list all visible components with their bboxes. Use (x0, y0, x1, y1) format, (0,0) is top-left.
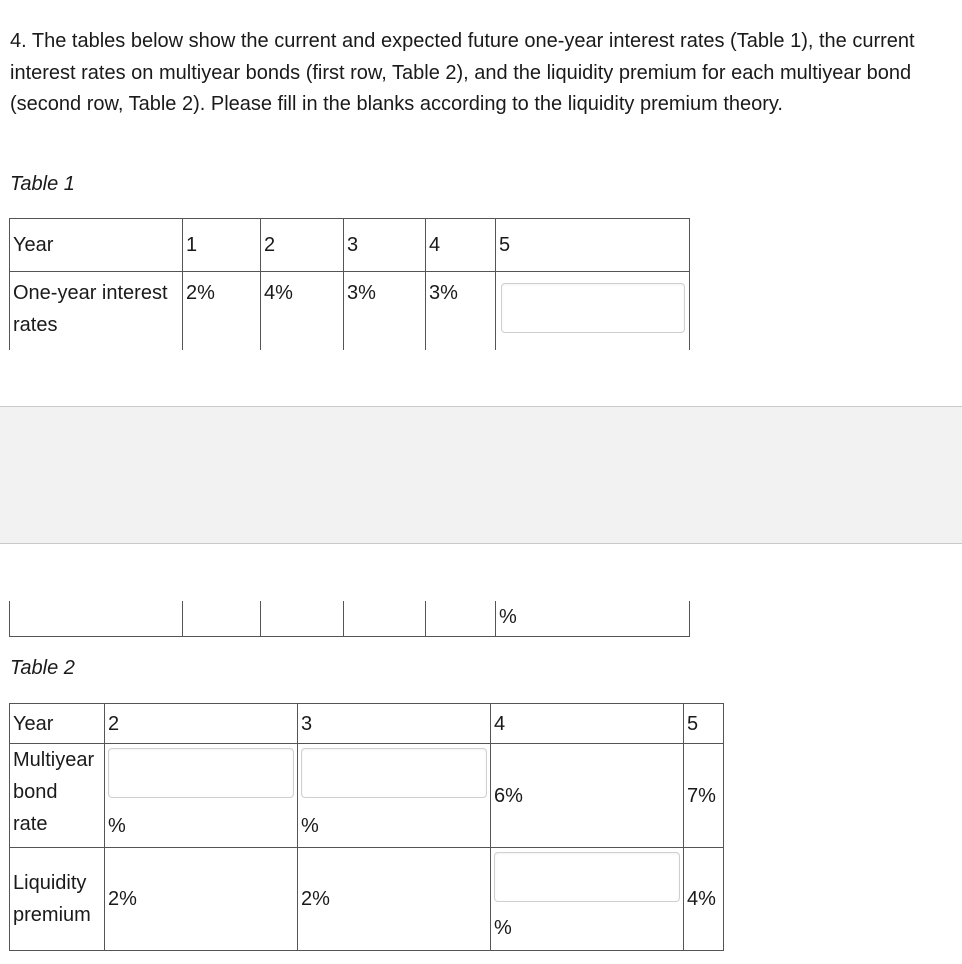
premium-cell-year4 (491, 848, 684, 951)
rate-cell: 3% (426, 272, 496, 350)
bond-rate-label: Multiyear bond rate (10, 744, 105, 848)
table2-year-row (10, 704, 724, 744)
premium-label: Liquidity premium (10, 848, 105, 951)
year-label: Year (10, 219, 183, 272)
table2-bond-row (10, 744, 724, 848)
bond-rate-cell-year2 (105, 744, 298, 848)
unit-label: % (301, 815, 319, 837)
bond-rate-cell-year3 (298, 744, 491, 848)
year-cell: 2 (105, 704, 298, 744)
table2-premium-row (10, 848, 724, 951)
separator-band-top (0, 406, 962, 477)
rate-label: One-year interest rates (10, 272, 183, 350)
bond-rate-cell: 7% (684, 744, 724, 848)
unit-label: % (108, 815, 126, 837)
bond-rate-cell: 6% (491, 744, 684, 848)
year-label: Year (10, 704, 105, 744)
premium-cell: 2% (105, 848, 298, 951)
table1-caption: Table 1 (10, 173, 75, 195)
table2 (9, 703, 724, 951)
rate-cell: 2% (183, 272, 261, 350)
unit-label: % (494, 917, 512, 939)
year-cell: 1 (183, 219, 261, 272)
bond-rate-year3-input[interactable] (301, 748, 487, 798)
separator-band-bottom (0, 476, 962, 544)
year-cell: 5 (496, 219, 690, 272)
premium-cell: 4% (684, 848, 724, 951)
table1-year-row (10, 219, 690, 272)
unit-label: % (496, 601, 690, 636)
rate-cell: 4% (261, 272, 344, 350)
rate-cell-year5 (496, 272, 690, 350)
rate-cell: 3% (344, 272, 426, 350)
question-text: 4. The tables below show the current and expected future one-year interest rates (Table 1), the current interest rates on multiyear bonds (first row, Table 2), and the liquidity premium for each multiyear bond (second row, Table 2). Please fill in the blanks according to the liquidity premium theory. (10, 30, 915, 115)
rate-year5-input[interactable] (501, 283, 685, 333)
year-cell: 3 (298, 704, 491, 744)
table1-continuation (9, 601, 690, 637)
table2-caption: Table 2 (10, 657, 75, 679)
year-cell: 4 (491, 704, 684, 744)
premium-cell: 2% (298, 848, 491, 951)
premium-year4-input[interactable] (494, 852, 680, 902)
bond-rate-year2-input[interactable] (108, 748, 294, 798)
table1-rate-row (10, 272, 690, 350)
year-cell: 4 (426, 219, 496, 272)
table1 (9, 218, 690, 350)
year-cell: 5 (684, 704, 724, 744)
year-cell: 2 (261, 219, 344, 272)
year-cell: 3 (344, 219, 426, 272)
